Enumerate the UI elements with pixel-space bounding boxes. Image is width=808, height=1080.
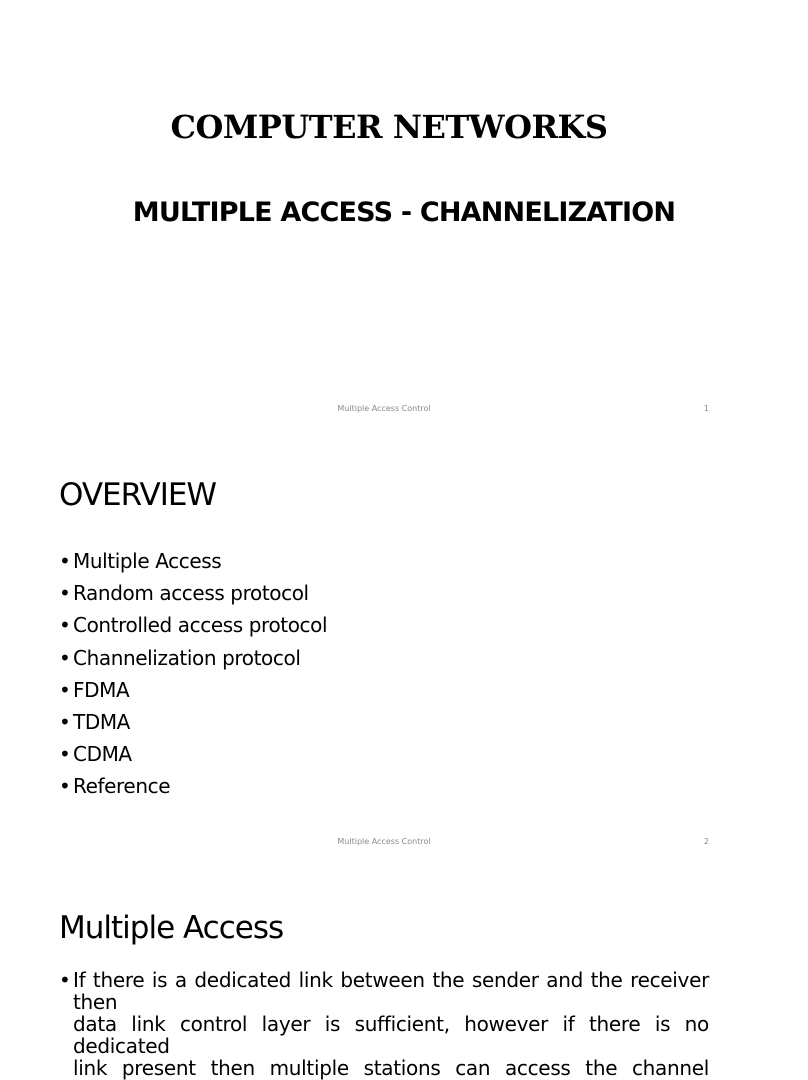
slide-footer: [0, 404, 768, 418]
list-item: [59, 612, 327, 644]
bullet-paragraph: [59, 969, 709, 1079]
list-item-text: CDMA: [73, 742, 132, 767]
slide-subtitle: MULTIPLE ACCESS - CHANNELIZATION: [132, 197, 676, 228]
bullet-icon: •: [59, 774, 71, 799]
slide-3: [0, 866, 768, 1080]
bullet-icon: •: [59, 549, 71, 573]
list-item: [59, 709, 327, 741]
bullet-icon: •: [59, 613, 71, 638]
list-item-text: Channelization protocol: [73, 645, 301, 670]
slide-footer: [0, 837, 768, 851]
list-item: [59, 580, 327, 612]
bullet-text: [73, 969, 709, 1079]
bullet-icon: •: [59, 581, 71, 606]
bullet-line: data link control layer is sufficient, however if there is no dedicated: [73, 1012, 709, 1058]
slide-1: [0, 0, 768, 433]
bullet-line: If there is a dedicated link between the sender and the receiver then: [73, 968, 709, 1014]
bullet-icon: •: [59, 742, 71, 767]
slide-title: OVERVIEW: [59, 477, 217, 513]
page-number: 1: [703, 404, 709, 413]
list-item-text: Random access protocol: [73, 581, 309, 606]
bullet-icon: •: [59, 677, 71, 702]
list-item: [59, 773, 327, 805]
list-item: [59, 741, 327, 773]
list-item-text: FDMA: [73, 677, 130, 702]
page-number: 2: [703, 837, 709, 846]
bullet-line: link present then multiple stations can access the channel: [73, 1056, 709, 1080]
footer-text: Multiple Access Control: [337, 404, 431, 413]
list-item-text: TDMA: [73, 709, 130, 734]
bullet-icon: •: [59, 709, 71, 734]
slide-title: COMPUTER NETWORKS: [170, 108, 608, 146]
list-item: [59, 548, 327, 580]
footer-text: Multiple Access Control: [337, 837, 431, 846]
list-item-text: Multiple Access: [73, 549, 222, 573]
bullet-icon: •: [59, 645, 71, 670]
bullet-list: [59, 548, 327, 806]
list-item: [59, 645, 327, 677]
bullet-icon: •: [59, 968, 71, 992]
slide-title: Multiple Access: [59, 910, 284, 946]
list-item: [59, 677, 327, 709]
slide-2: [0, 433, 768, 866]
list-item-text: Reference: [73, 774, 171, 799]
list-item-text: Controlled access protocol: [73, 613, 328, 638]
